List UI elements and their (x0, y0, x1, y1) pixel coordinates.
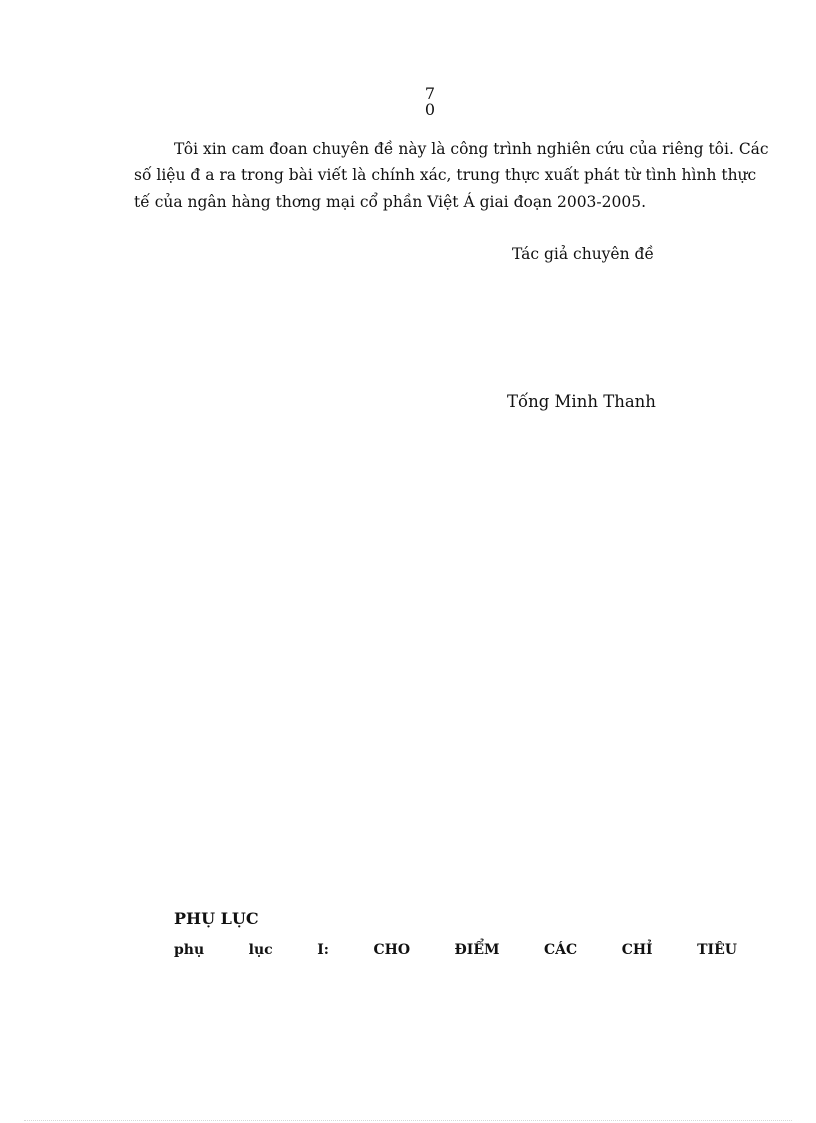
declaration-line-3: tế của ngân hàng thơng mại cổ phần Việt Á giai đoạn 2003-2005. (134, 193, 647, 211)
appendix-word: CÁC (544, 942, 578, 958)
appendix-word: CHỈ (621, 942, 653, 958)
declaration-line-1: Tôi xin cam đoan chuyên đề này là công trình nghiên cứu của riêng tôi. Các (174, 140, 769, 158)
declaration-line-2: số liệu đ a ra trong bài viết là chính xác, trung thực xuất phát từ tình hình thực (134, 166, 757, 184)
appendix-title: PHỤ LỤC (174, 909, 259, 928)
author-label: Tác giả chuyên đề (512, 245, 654, 263)
page-number-line-1: 7 (424, 84, 436, 103)
appendix-word: ĐIỂM (454, 942, 500, 958)
appendix-heading-row (174, 940, 737, 960)
author-name: Tống Minh Thanh (507, 392, 656, 411)
appendix-word: phụ (174, 942, 205, 958)
appendix-word: TIÊU (697, 942, 737, 958)
page-number (416, 86, 444, 118)
page-number-line-2: 0 (424, 100, 436, 119)
appendix-word: lục (248, 942, 273, 958)
page-bottom-divider (24, 1120, 792, 1121)
appendix-word: I: (317, 942, 329, 958)
appendix-word: CHO (373, 942, 411, 958)
